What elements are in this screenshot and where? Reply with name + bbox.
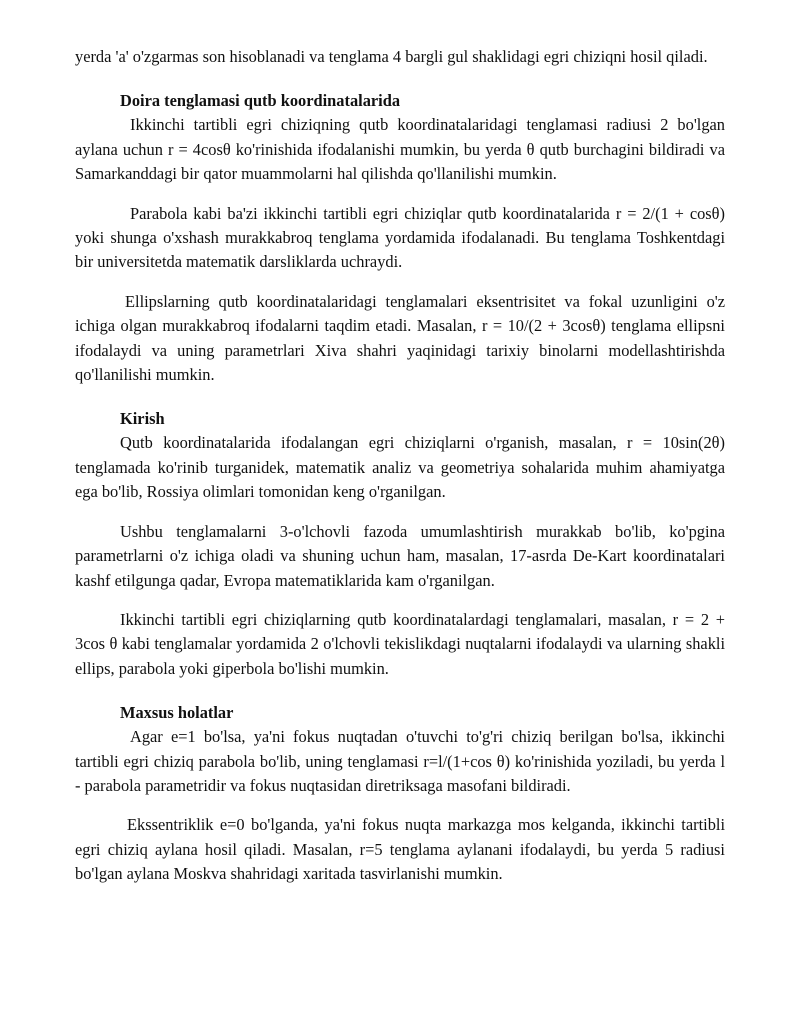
section-heading: Doira tenglamasi qutb koordinatalarida <box>120 91 401 111</box>
paragraph: Ekssentriklik e=0 bo'lganda, ya'ni fokus nuqta markazga mos kelganda, ikkinchi tartibli egri chiziq aylana hosil qiladi. Masalan, r=5 tenglama aylanani ifodalaydi, bu yerda 5 radiusi bo'lgan aylana Moskva shahridagi xaritada tasvirlanishi mumkin. <box>75 815 725 884</box>
section-heading: Kirish <box>120 409 165 429</box>
paragraph: Ellipslarning qutb koordinatalaridagi tenglamalari eksentrisitet va fokal uzunligini o'z ichiga olgan murakkabroq ifodalarni taqdim etadi. Masalan, r = 10/(2 + 3cosθ) tenglama ellipsni ifodalaydi va uning parametrlari Xiva shahri yaqinidagi tarixiy binolarni modellashtirishda qo'llanilishi mumkin. <box>75 291 725 385</box>
paragraph: yerda 'a' o'zgarmas son hisoblanadi va tenglama 4 bargli gul shaklidagi egri chiziqni hosil qiladi. <box>75 47 708 66</box>
section-heading: Maxsus holatlar <box>120 703 234 723</box>
paragraph: Ikkinchi tartibli egri chiziqlarning qutb koordinatalardagi tenglamalari, masalan, r = 2 + 3cos θ kabi tenglamalar yordamida 2 o'lchovli tekislikdagi nuqtalarni ifodalaydi va ularning shakli ellips, parabola yoki giperbola bo'lishi mumkin. <box>75 609 725 678</box>
document-page <box>75 45 725 887</box>
paragraph: Agar e=1 bo'lsa, ya'ni fokus nuqtadan o'tuvchi to'g'ri chiziq berilgan bo'lsa, ikkinchi tartibli egri chiziq parabola bo'lib, uning tenglamasi r=l/(1+cos θ) ko'rinishida yoziladi, bu yerda l - parabola parametridir va fokus nuqtasidan diretriksaga masofani bildiradi. <box>75 727 725 795</box>
paragraph: Qutb koordinatalarida ifodalangan egri chiziqlarni o'rganish, masalan, r = 10sin(2θ) tenglamada ko'rinib turganidek, matematik analiz va geometriya sohalarida muhim ahamiyatga ega bo'lib, Rossiya olimlari tomonidan keng o'rganilgan. <box>75 433 725 502</box>
paragraph: Parabola kabi ba'zi ikkinchi tartibli egri chiziqlar qutb koordinatalarida r = 2/(1 + cosθ) yoki shunga o'xshash murakkabroq tenglama yordamida ifodalanadi. Bu tenglama Toshkentdagi bir universitetda matematik darsliklarda uchraydi. <box>75 203 725 272</box>
paragraph: Ushbu tenglamalarni 3-o'lchovli fazoda umumlashtirish murakkab bo'lib, ko'pgina parametrlarni o'z ichiga oladi va shuning uchun ham, masalan, 17-asrda De-Kart koordinatalari kashf etilgunga qadar, Evropa matematiklarida kam o'rganilgan. <box>75 521 725 590</box>
paragraph: Ikkinchi tartibli egri chiziqning qutb koordinatalaridagi tenglamasi radiusi 2 bo'lgan aylana uchun r = 4cosθ ko'rinishida ifodalanishi mumkin, bu yerda θ qutb burchagini bildiradi va Samarkanddagi bir qator muammolarni hal qilishda qo'llanilishi mumkin. <box>75 115 725 184</box>
